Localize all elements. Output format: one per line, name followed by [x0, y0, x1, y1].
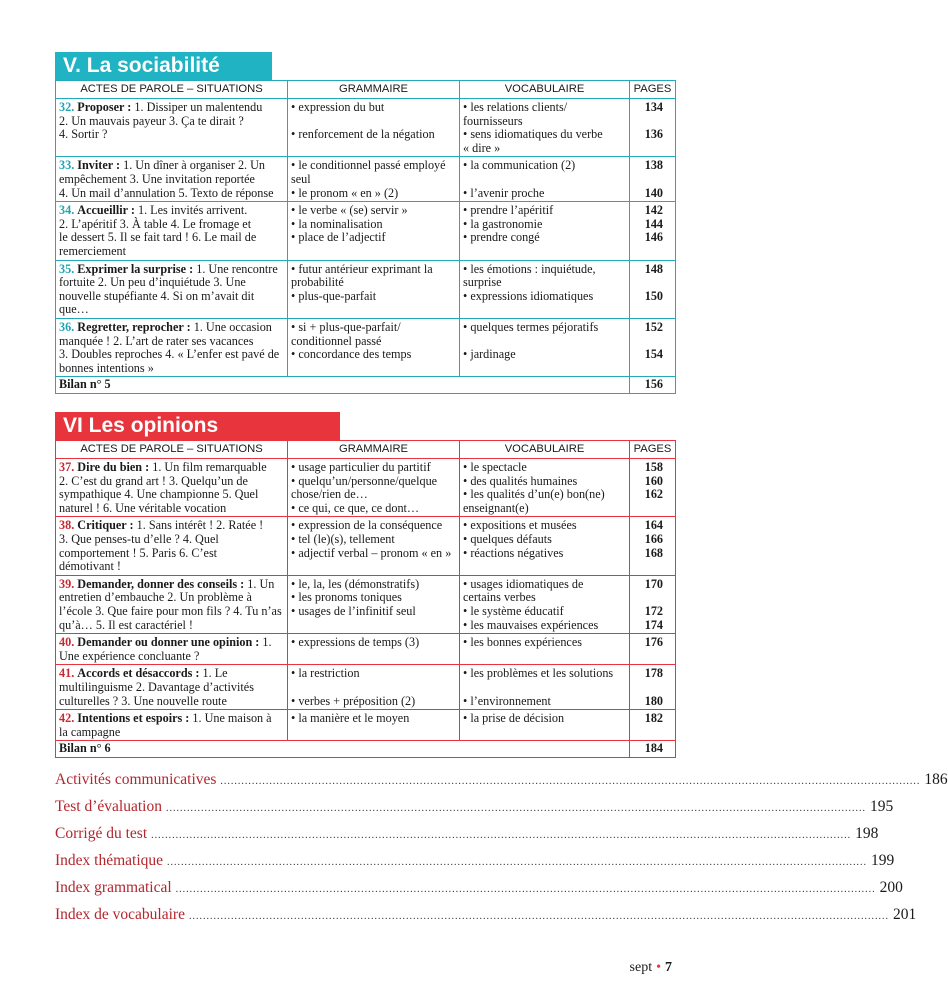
pages-cell	[630, 575, 676, 633]
page-ref-spacer	[633, 591, 663, 605]
page-number: 7	[665, 960, 672, 975]
page-ref: 148	[644, 261, 663, 276]
page-word: sept	[629, 960, 653, 975]
lesson-situation: 2. L’apéritif 3. À table 4. Le fromage et	[59, 216, 252, 231]
leader-dots: ........................................................................................................................................................................................................	[167, 857, 868, 868]
table-row	[56, 665, 676, 710]
toc-page: 201	[892, 906, 917, 923]
lesson-number: 34.	[59, 203, 75, 218]
lesson-title: Exprimer la surprise :	[77, 261, 194, 276]
vocab-item: certains verbes	[463, 590, 536, 605]
table-row	[56, 517, 676, 575]
vocabulaire-cell	[460, 157, 630, 202]
grammar-item: • tel (le)(s), tellement	[291, 531, 395, 546]
lesson-situation: l’école 3. Que faire pour mon fils ? 4. Tu n’as	[59, 603, 282, 618]
grammar-item: • usage particulier du partitif	[291, 460, 431, 474]
grammar-item: • les pronoms toniques	[291, 590, 402, 605]
lesson-situation: bonnes intentions »	[59, 360, 154, 375]
leader-dots: ........................................................................................................................................................................................................	[188, 911, 889, 922]
table-body	[56, 459, 676, 758]
toc-entry[interactable]	[55, 825, 879, 852]
lesson-situation: 1. Un film remarquable	[152, 460, 267, 474]
lesson-title: Accueillir :	[77, 203, 135, 218]
vocab-item: • des qualités humaines	[463, 473, 578, 488]
grammar-item: conditionnel passé	[291, 333, 382, 348]
page-ref: 172	[644, 603, 663, 618]
page-ref: 174	[644, 617, 663, 632]
vocab-item: fournisseurs	[463, 113, 523, 128]
toc-page: 195	[869, 798, 894, 815]
lesson-situation: 3. Que penses-tu d’elle ? 4. Quel	[59, 531, 219, 546]
vocabulaire-cell	[460, 459, 630, 517]
lesson-title: Proposer :	[77, 100, 132, 114]
actes-cell	[56, 318, 288, 376]
pages-cell	[630, 710, 676, 741]
lesson-situation: 1. Un	[247, 576, 275, 591]
lesson-situation: 1. Une expérience concluante ?	[59, 635, 272, 663]
col-header-vocabulaire: VOCABULAIRE	[460, 81, 630, 99]
vocab-item: • la communication (2)	[463, 158, 576, 173]
toc-page: 186	[924, 771, 948, 788]
grammar-item: • quelqu’un/personne/quelque	[291, 473, 438, 488]
lesson-situation: 2. Un mauvais payeur 3. Ça te dirait ?	[59, 113, 244, 128]
lesson-situation: empêchement 3. Une invitation reportée	[59, 171, 255, 186]
lesson-title: Dire du bien :	[77, 460, 150, 474]
vocab-item: • quelques termes péjoratifs	[463, 319, 599, 334]
vocab-item: • les problèmes et les solutions	[463, 666, 614, 681]
section-table	[55, 440, 676, 758]
vocab-item: • la prise de décision	[463, 711, 565, 726]
vocab-item-spacer	[463, 681, 626, 695]
vocab-item: • l’environnement	[463, 693, 551, 708]
page-ref: 138	[644, 158, 663, 173]
lesson-situation: nouvelle stupéfiante 4. Si on m’avait dit	[59, 288, 255, 303]
table-row	[56, 318, 676, 376]
pages-cell	[630, 202, 676, 260]
grammar-item: • le conditionnel passé employé	[291, 158, 446, 173]
page-ref: 150	[644, 288, 663, 303]
table-row	[56, 710, 676, 741]
vocab-item: • expressions idiomatiques	[463, 288, 594, 303]
vocabulaire-cell	[460, 710, 630, 741]
lesson-title: Inviter :	[77, 158, 121, 173]
grammar-item: • place de l’adjectif	[291, 230, 386, 245]
grammar-item: • le pronom « en » (2)	[291, 185, 399, 200]
grammar-item: • renforcement de la négation	[291, 127, 435, 142]
lesson-situation: que…	[59, 302, 89, 317]
lesson-situation: manquée ! 2. L’art de rater ses vacances	[59, 333, 254, 348]
vocab-item: enseignant(e)	[463, 500, 529, 515]
toc-page: 198	[855, 825, 879, 842]
table-row	[56, 260, 676, 318]
grammar-item: • adjectif verbal – pronom « en »	[291, 545, 452, 560]
vocab-item: « dire »	[463, 140, 501, 155]
col-header-vocabulaire: VOCABULAIRE	[460, 441, 630, 459]
toc-entry[interactable]	[55, 771, 948, 798]
actes-cell	[56, 459, 288, 517]
lesson-number: 42.	[59, 711, 75, 726]
grammaire-cell	[288, 634, 460, 665]
vocabulaire-cell	[460, 634, 630, 665]
pages-cell	[630, 157, 676, 202]
lesson-situation: remerciement	[59, 243, 126, 258]
table-row	[56, 157, 676, 202]
leader-dots: ........................................................................................................................................................................................................	[165, 803, 866, 814]
page-ref: 158	[644, 460, 663, 474]
pages-cell	[630, 99, 676, 157]
vocabulaire-cell	[460, 318, 630, 376]
section-table	[55, 80, 676, 394]
page-ref-spacer	[633, 681, 663, 695]
toc-page: 199	[871, 852, 895, 869]
section-5	[55, 52, 675, 394]
lesson-number: 39.	[59, 576, 75, 591]
grammaire-cell	[288, 575, 460, 633]
grammar-item: • ce qui, ce que, ce dont…	[291, 500, 420, 515]
lesson-situation: entretien d’embauche 2. Un problème à	[59, 590, 252, 605]
actes-cell	[56, 202, 288, 260]
vocab-item: • prendre l’apéritif	[463, 203, 554, 218]
grammar-item: seul	[291, 171, 311, 186]
lesson-situation: 1. Sans intérêt ! 2. Ratée !	[136, 518, 264, 533]
vocabulaire-cell	[460, 665, 630, 710]
bilan-page: 156	[630, 377, 676, 394]
lesson-title: Critiquer :	[77, 518, 134, 533]
page-ref: 166	[644, 531, 663, 546]
grammar-item: • concordance des temps	[291, 347, 412, 362]
vocab-item: • les émotions : inquiétude,	[463, 261, 596, 276]
actes-cell	[56, 710, 288, 741]
toc-label: Activités communicatives	[55, 771, 217, 788]
vocab-item: • les qualités d’un(e) bon(ne)	[463, 487, 605, 502]
lesson-situation: 4. Sortir ?	[59, 127, 108, 142]
grammar-item: • expression du but	[291, 100, 385, 114]
bilan-row	[56, 741, 676, 758]
leader-dots: ........................................................................................................................................................................................................	[220, 776, 921, 787]
actes-cell	[56, 260, 288, 318]
actes-cell	[56, 665, 288, 710]
vocab-item: • sens idiomatiques du verbe	[463, 127, 603, 142]
toc-entry[interactable]	[55, 798, 894, 825]
grammar-item: • la nominalisation	[291, 216, 383, 231]
page-ref: 152	[644, 319, 663, 334]
page-ref: 144	[644, 216, 663, 231]
col-header-actes: ACTES DE PAROLE – SITUATIONS	[56, 81, 288, 99]
vocab-item: • réactions négatives	[463, 545, 564, 560]
grammar-item: • plus-que-parfait	[291, 288, 377, 303]
page-ref-spacer	[633, 115, 663, 129]
vocab-item: surprise	[463, 275, 502, 290]
page-ref-spacer	[633, 173, 663, 187]
page-ref: 140	[644, 185, 663, 200]
lesson-situation: 1. Une maison à	[192, 711, 272, 726]
lesson-title: Intentions et espoirs :	[77, 711, 190, 726]
lesson-situation: comportement ! 5. Paris 6. C’est	[59, 545, 218, 560]
toc-label: Corrigé du test	[55, 825, 148, 842]
pages-cell	[630, 517, 676, 575]
vocabulaire-cell	[460, 517, 630, 575]
lesson-situation: 3. Doubles reproches 4. « L’enfer est pavé de	[59, 347, 280, 362]
lesson-number: 32.	[59, 100, 75, 114]
lesson-situation: culturelles ? 3. Une nouvelle route	[59, 693, 227, 708]
pages-cell	[630, 665, 676, 710]
grammaire-cell	[288, 517, 460, 575]
lesson-number: 37.	[59, 460, 75, 474]
grammar-item: • la manière et le moyen	[291, 711, 410, 726]
vocab-item: • prendre congé	[463, 230, 540, 245]
vocab-item: • jardinage	[463, 347, 516, 362]
page-ref-spacer	[633, 335, 663, 349]
vocabulaire-cell	[460, 575, 630, 633]
bilan-page: 184	[630, 741, 676, 758]
pages-cell	[630, 634, 676, 665]
toc-label: Index grammatical	[55, 879, 172, 896]
grammar-item: • usages de l’infinitif seul	[291, 603, 416, 618]
page-ref: 160	[644, 473, 663, 488]
vocab-item-spacer	[463, 173, 626, 187]
toc-label: Index de vocabulaire	[55, 906, 185, 923]
lesson-situation: fortuite 2. Un peu d’inquiétude 3. Une	[59, 275, 246, 290]
lesson-number: 36.	[59, 319, 75, 334]
lesson-situation: 2. C’est du grand art ! 3. Quelqu’un de	[59, 473, 248, 488]
grammaire-cell	[288, 665, 460, 710]
vocabulaire-cell	[460, 202, 630, 260]
page-ref: 146	[644, 230, 663, 245]
lesson-number: 41.	[59, 666, 75, 681]
lesson-title: Demander, donner des conseils :	[77, 576, 245, 591]
page-ref-spacer	[633, 276, 663, 290]
bilan-label: Bilan n° 6	[56, 741, 630, 758]
section-title: V. La sociabilité	[55, 52, 272, 80]
page-ref: 162	[644, 487, 663, 502]
grammar-item: • si + plus-que-parfait/	[291, 319, 401, 334]
lesson-number: 40.	[59, 635, 75, 650]
grammaire-cell	[288, 202, 460, 260]
lesson-situation: sympathique 4. Une championne 5. Quel	[59, 487, 259, 502]
vocab-item: • les relations clients/	[463, 100, 568, 114]
bullet-dot-icon: •	[656, 960, 661, 975]
vocab-item: • le système éducatif	[463, 603, 564, 618]
lesson-situation: 4. Un mail d’annulation 5. Texto de réponse	[59, 185, 274, 200]
actes-cell	[56, 634, 288, 665]
page-ref: 164	[644, 518, 663, 533]
bilan-row	[56, 377, 676, 394]
vocab-item-spacer	[463, 335, 626, 349]
grammar-item: • expressions de temps (3)	[291, 635, 420, 650]
grammar-item: • le, la, les (démonstratifs)	[291, 576, 420, 591]
leader-dots: ........................................................................................................................................................................................................	[151, 830, 852, 841]
page-ref: 176	[644, 635, 663, 650]
grammar-item: • le verbe « (se) servir »	[291, 203, 408, 218]
vocab-item: • expositions et musées	[463, 518, 577, 533]
vocab-item: • la gastronomie	[463, 216, 543, 231]
vocab-item: • les mauvaises expériences	[463, 617, 599, 632]
grammar-item: probabilité	[291, 275, 344, 290]
toc-entry[interactable]	[55, 906, 917, 933]
lesson-situation: 1. Un dîner à organiser 2. Un	[123, 158, 266, 173]
toc-entry[interactable]	[55, 879, 903, 906]
lesson-situation: 1. Une rencontre	[196, 261, 278, 276]
pages-cell	[630, 318, 676, 376]
vocabulaire-cell	[460, 99, 630, 157]
grammaire-cell	[288, 318, 460, 376]
page-ref: 182	[644, 711, 663, 726]
col-header-grammaire: GRAMMAIRE	[288, 81, 460, 99]
grammar-item: • expression de la conséquence	[291, 518, 443, 533]
bilan-label: Bilan n° 5	[56, 377, 630, 394]
page-ref: 134	[644, 100, 663, 114]
page-ref: 154	[644, 347, 663, 362]
table-row	[56, 634, 676, 665]
lesson-situation: démotivant !	[59, 559, 121, 574]
lesson-situation: naturel ! 6. Une véritable vocation	[59, 500, 227, 515]
grammaire-cell	[288, 157, 460, 202]
grammar-item: chose/rien de…	[291, 487, 368, 502]
vocab-item: • l’avenir proche	[463, 185, 545, 200]
vocab-item: • usages idiomatiques de	[463, 576, 584, 591]
col-header-grammaire: GRAMMAIRE	[288, 441, 460, 459]
toc-page: 200	[879, 879, 903, 896]
lesson-situation: 1. Les invités arrivent.	[137, 203, 248, 218]
lesson-title: Accords et désaccords :	[77, 666, 200, 681]
page-ref: 170	[644, 576, 663, 591]
lesson-situation: 1. Dissiper un malentendu	[134, 100, 263, 114]
pages-cell	[630, 459, 676, 517]
grammaire-cell	[288, 99, 460, 157]
lesson-situation: 1. Le	[202, 666, 228, 681]
actes-cell	[56, 517, 288, 575]
leader-dots: ........................................................................................................................................................................................................	[175, 884, 876, 895]
page-ref: 168	[644, 545, 663, 560]
page-footer	[630, 960, 672, 976]
grammar-item-spacer	[291, 115, 456, 129]
col-header-pages: PAGES	[630, 81, 676, 99]
vocab-item: • les bonnes expériences	[463, 635, 582, 650]
toc-label: Index thématique	[55, 852, 164, 869]
lesson-number: 35.	[59, 261, 75, 276]
page-ref: 180	[644, 693, 663, 708]
section-6	[55, 412, 675, 758]
lesson-situation: le dessert 5. Il se fait tard ! 6. Le mail de	[59, 230, 257, 245]
vocabulaire-cell	[460, 260, 630, 318]
section-title: VI Les opinions	[55, 412, 340, 440]
grammar-item: • verbes + préposition (2)	[291, 693, 416, 708]
toc-label: Test d’évaluation	[55, 798, 162, 815]
lesson-situation: qu’à… 5. Il est caractériel !	[59, 617, 193, 632]
table-body	[56, 99, 676, 394]
grammaire-cell	[288, 710, 460, 741]
actes-cell	[56, 575, 288, 633]
grammar-item: • la restriction	[291, 666, 360, 681]
lesson-number: 33.	[59, 158, 75, 173]
table-row	[56, 99, 676, 157]
grammaire-cell	[288, 459, 460, 517]
vocab-item: • le spectacle	[463, 460, 527, 474]
grammar-item: • futur antérieur exprimant la	[291, 261, 433, 276]
toc-list	[55, 771, 948, 933]
vocab-item: • quelques défauts	[463, 531, 552, 546]
lesson-title: Regretter, reprocher :	[77, 319, 191, 334]
page-ref: 178	[644, 666, 663, 681]
table-row	[56, 202, 676, 260]
grammar-item-spacer	[291, 681, 456, 695]
pages-cell	[630, 260, 676, 318]
actes-cell	[56, 157, 288, 202]
lesson-title: Demander ou donner une opinion :	[77, 635, 260, 650]
actes-cell	[56, 99, 288, 157]
toc-entry[interactable]	[55, 852, 895, 879]
grammaire-cell	[288, 260, 460, 318]
table-row	[56, 459, 676, 517]
col-header-actes: ACTES DE PAROLE – SITUATIONS	[56, 441, 288, 459]
lesson-situation: 1. Une occasion	[193, 319, 272, 334]
col-header-pages: PAGES	[630, 441, 676, 459]
page-ref: 142	[644, 203, 663, 218]
lesson-situation: multilinguisme 2. Davantage d’activités	[59, 679, 254, 694]
lesson-situation: la campagne	[59, 724, 121, 739]
lesson-number: 38.	[59, 518, 75, 533]
table-row	[56, 575, 676, 633]
page-ref: 136	[644, 127, 663, 142]
